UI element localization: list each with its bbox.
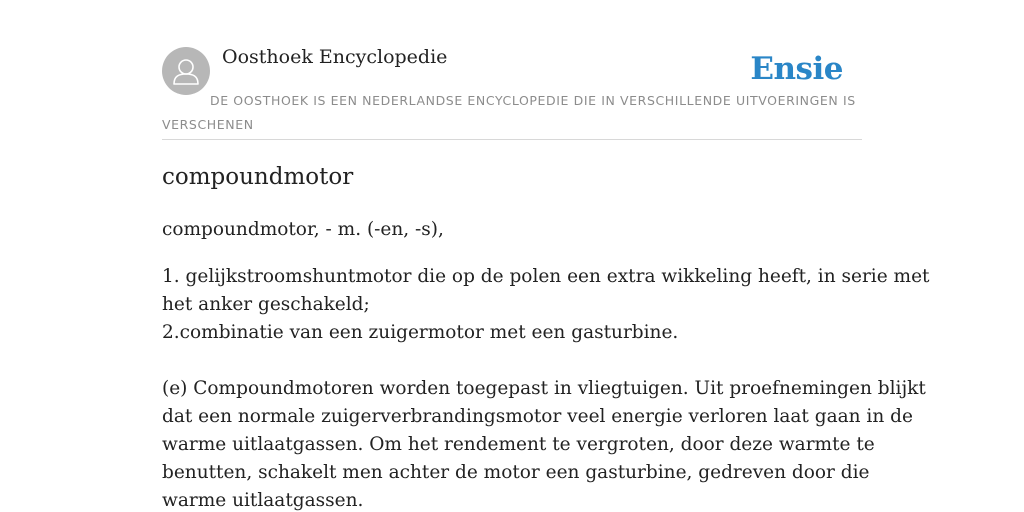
entry-definitions bbox=[162, 263, 930, 347]
user-silhouette-icon bbox=[162, 47, 210, 95]
paragraph-line: warme uitlaatgassen. bbox=[162, 490, 364, 511]
entry-encyclopedic-text bbox=[162, 375, 926, 512]
publisher-avatar[interactable] bbox=[162, 47, 210, 95]
paragraph-line: warme uitlaatgassen. Om het rendement te vergroten, door deze warmte te bbox=[162, 434, 875, 455]
brand-logo[interactable]: Ensie bbox=[750, 51, 843, 87]
header bbox=[162, 0, 862, 140]
page-container bbox=[162, 0, 930, 512]
paragraph-line: (e) Compoundmotoren worden toegepast in vliegtuigen. Uit proefnemingen blijkt bbox=[162, 378, 926, 399]
definition-line: het anker geschakeld; bbox=[162, 294, 370, 315]
definition-line: 1. gelijkstroomshuntmotor die op de polen een extra wikkeling heeft, in serie met bbox=[162, 266, 930, 287]
publisher-name-link[interactable]: Oosthoek Encyclopedie bbox=[222, 46, 448, 68]
definition-line: 2.combinatie van een zuigermotor met een gasturbine. bbox=[162, 322, 679, 343]
paragraph-line: dat een normale zuigerverbrandingsmotor veel energie verloren laat gaan in de bbox=[162, 406, 913, 427]
entry-title: compoundmotor bbox=[162, 164, 354, 190]
entry-headword: compoundmotor, - m. (-en, -s), bbox=[162, 219, 444, 240]
publisher-tagline: DE OOSTHOEK IS EEN NEDERLANDSE ENCYCLOPEDIE DIE IN VERSCHILLENDE UITVOERINGEN IS VERSCHENEN bbox=[162, 93, 856, 132]
paragraph-line: benutten, schakelt men achter de motor een gasturbine, gedreven door die bbox=[162, 462, 870, 483]
